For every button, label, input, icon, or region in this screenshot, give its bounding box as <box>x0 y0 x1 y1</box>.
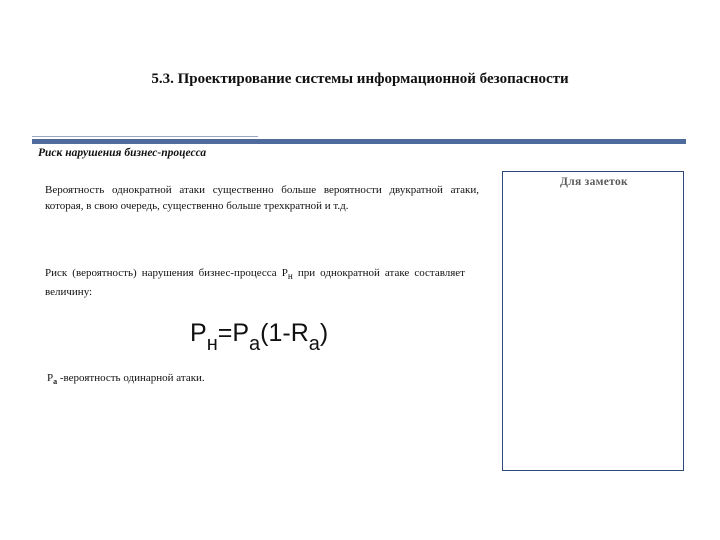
formula-close: ) <box>319 319 329 347</box>
risk-text-tail: при однократной атаке составляет величину: <box>45 267 465 299</box>
formula-eq: =P <box>217 319 250 347</box>
title-divider-thin <box>32 136 258 137</box>
title-divider-thick <box>32 139 686 144</box>
paragraph-risk-definition <box>45 265 465 300</box>
risk-text: Риск (вероятность) нарушения бизнес-процесса P <box>45 267 288 279</box>
formula-note <box>47 372 205 386</box>
formula-open: (1-R <box>260 319 309 347</box>
formula-p: P <box>190 319 207 347</box>
note-text: -вероятность одинарной атаки. <box>57 372 205 384</box>
notes-panel[interactable] <box>502 171 684 471</box>
risk-formula <box>190 318 328 359</box>
risk-subscript: н <box>287 271 293 282</box>
slide-title: 5.3. Проектирование системы информационной безопасности <box>151 71 569 87</box>
notes-label: Для заметок <box>560 176 628 188</box>
note-symbol: P <box>47 372 54 384</box>
formula-a-sub: а <box>249 333 261 355</box>
note-subscript: а <box>53 377 58 387</box>
section-heading: Риск нарушения бизнес-процесса <box>38 147 207 159</box>
formula-r-sub: а <box>308 333 320 355</box>
formula-p-sub: н <box>206 333 218 355</box>
paragraph-attack-probability: Вероятность однократной атаки существенно больше вероятности двукратной атаки, которая, в свою очередь, существенно больше трехкратной и т.д. <box>45 184 479 212</box>
